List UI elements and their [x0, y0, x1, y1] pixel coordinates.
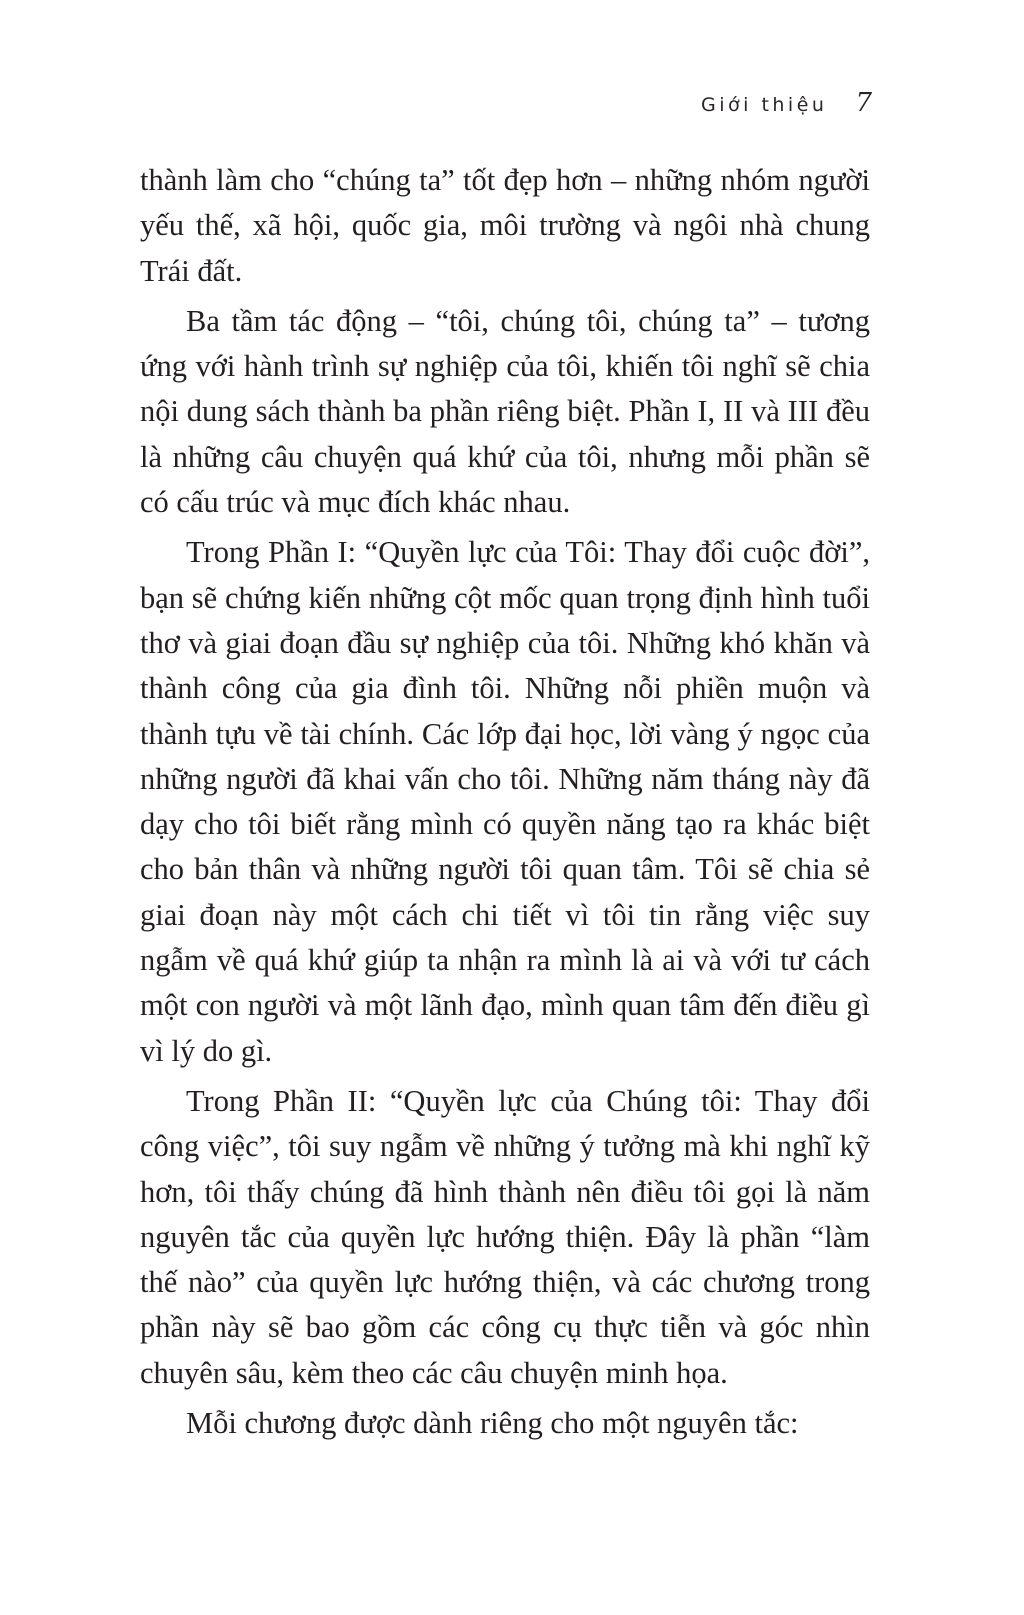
- body-text: [140, 158, 870, 1451]
- running-title: Giới thiệu: [701, 94, 828, 116]
- paragraph-principles-intro: Mỗi chương được dành riêng cho một nguyên tắc:: [186, 1406, 799, 1441]
- paragraph-part-one: Trong Phần I: “Quyền lực của Tôi: Thay đổi cuộc đời”, bạn sẽ chứng kiến những cột mốc quan trọng định hình tuổi thơ và giai đoạn đầu sự nghiệp của tôi. Những khó khăn và thành công của gia đình tôi. Những nỗi phiền muộn và thành tựu về tài chính. Các lớp đại học, lời vàng ý ngọc của những người đã khai vấn cho tôi. Những năm tháng này đã dạy cho tôi biết rằng mình có quyền năng tạo ra khác biệt cho bản thân và những người tôi quan tâm. Tôi sẽ chia sẻ giai đoạn này một cách chi tiết vì tôi tin rằng việc suy ngẫm về quá khứ giúp ta nhận ra mình là ai và với tư cách một con người và một lãnh đạo, mình quan tâm đến điều gì vì lý do gì.: [140, 535, 870, 1068]
- paragraph-part-two: Trong Phần II: “Quyền lực của Chúng tôi: Thay đổi công việc”, tôi suy ngẫm về những ý tưởng mà khi nghĩ kỹ hơn, tôi thấy chúng đã hình thành nên điều tôi gọi là năm nguyên tắc của quyền lực hướng thiện. Đây là phần “làm thế nào” của quyền lực hướng thiện, và các chương trong phần này sẽ bao gồm các công cụ thực tiễn và góc nhìn chuyên sâu, kèm theo các câu chuyện minh họa.: [140, 1083, 870, 1390]
- page-number: 7: [855, 88, 872, 118]
- paragraph-three-impacts: Ba tầm tác động – “tôi, chúng tôi, chúng ta” – tương ứng với hành trình sự nghiệp của tôi, khiến tôi nghĩ sẽ chia nội dung sách thành ba phần riêng biệt. Phần I, II và III đều là những câu chuyện quá khứ của tôi, nhưng mỗi phần sẽ có cấu trúc và mục đích khác nhau.: [140, 303, 870, 520]
- page-header: [701, 88, 872, 118]
- paragraph-continuation: thành làm cho “chúng ta” tốt đẹp hơn – những nhóm người yếu thế, xã hội, quốc gia, môi trường và ngôi nhà chung Trái đất.: [140, 163, 870, 288]
